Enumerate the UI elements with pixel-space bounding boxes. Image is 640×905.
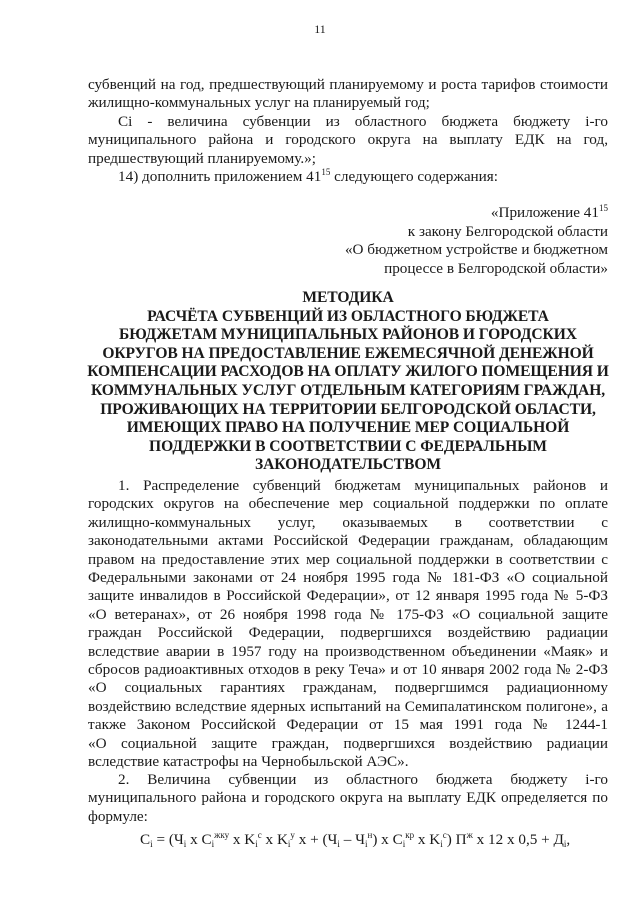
paragraph-1-line: 1. Распределение субвенций бюджетам муниципальных районов и xyxy=(118,477,608,494)
formula-sup: у xyxy=(290,830,295,840)
formula-part: = (Ч xyxy=(152,831,184,848)
formula-part: – Ч xyxy=(339,831,365,848)
formula-sub: i xyxy=(183,839,187,849)
formula-sub: i xyxy=(440,839,443,849)
paragraph-1-line: вследствие катастрофы на Чернобыльской АЭС». xyxy=(88,753,409,770)
title-line: ПОДДЕРЖКИ В СООТВЕТСТВИИ С ФЕДЕРАЛЬНЫМ xyxy=(149,437,547,455)
item-14-tail: следующего содержания: xyxy=(330,168,499,185)
title-line: КОММУНАЛЬНЫХ УСЛУГ ОТДЕЛЬНЫМ КАТЕГОРИЯМ ГРАЖДАН, xyxy=(90,381,606,399)
formula-sup: с xyxy=(442,830,447,840)
title-line: РАСЧЁТА СУБВЕНЦИЙ ИЗ ОБЛАСТНОГО БЮДЖЕТА xyxy=(147,307,549,325)
appendix-line xyxy=(330,204,608,223)
formula-part: , xyxy=(566,831,571,848)
title-line: ПРОЖИВАЮЩИХ НА ТЕРРИТОРИИ БЕЛГОРОДСКОЙ ОБЛАСТИ, xyxy=(100,400,596,418)
paragraph-2-line: 2. Величина субвенции из областного бюджета бюджету i-го xyxy=(118,771,608,788)
formula-part: x K xyxy=(261,831,288,848)
item-14-text: 14) дополнить приложением 41 xyxy=(118,168,322,185)
formula-sub: i xyxy=(255,839,258,849)
formula-sub: i xyxy=(364,839,368,849)
paragraph-1-line: воздействию вследствие ядерных испытаний на Семипалатинском полигоне», а xyxy=(88,697,608,715)
edk-formula xyxy=(140,831,580,849)
paragraph-2-line: формуле: xyxy=(88,807,148,825)
title-line: БЮДЖЕТАМ МУНИЦИПАЛЬНЫХ РАЙОНОВ И ГОРОДСКИХ xyxy=(119,326,577,344)
title-line: ЗАКОНОДАТЕЛЬСТВОМ xyxy=(255,456,441,474)
formula-part: x K xyxy=(229,831,256,848)
intro-line: жилищно-коммунальных услуг на планируемый год; xyxy=(88,94,430,111)
title-line: КОМПЕНСАЦИИ РАСХОДОВ НА ОПЛАТУ ЖИЛОГО ПОМЕЩЕНИЯ И xyxy=(87,363,609,381)
formula-part: x + (Ч xyxy=(294,831,338,848)
item-14-sup: 15 xyxy=(321,167,331,177)
formula-sub: i xyxy=(337,839,340,849)
appendix-line: «О бюджетном устройстве и бюджетном xyxy=(344,241,608,259)
paragraph-1-line: вследствие аварии в 1957 году на производственном объединении «Маяк» и xyxy=(88,642,608,660)
paragraph-1-line: граждан Российской Федерации, подвергшихся воздействию радиации xyxy=(88,624,608,642)
formula-part: ) x C xyxy=(372,831,403,848)
appendix-line: к закону Белгородской области xyxy=(407,222,608,240)
paragraph-1-line: жилищно-коммунальных услуг, оказываемых в соответствии с xyxy=(88,513,608,531)
ci-definition-line: предшествующий планируемому.»; xyxy=(88,150,316,167)
title-line: ОКРУГОВ НА ПРЕДОСТАВЛЕНИЕ ЕЖЕМЕСЯЧНОЙ ДЕНЕЖНОЙ xyxy=(102,344,594,362)
ci-definition-line: Сi - величина субвенции из областного бюджета бюджету i-го xyxy=(118,113,608,130)
paragraph-2-line: муниципального района и городского округа на выплату ЕДК определяется по xyxy=(88,789,608,807)
formula-sub: i xyxy=(150,839,153,849)
page-number: 11 xyxy=(314,22,326,36)
title-line: ИМЕЮЩИХ ПРАВО НА ПОЛУЧЕНИЕ МЕР СОЦИАЛЬНОЙ xyxy=(126,419,570,437)
formula-sub: i xyxy=(563,839,567,849)
appendix-reference xyxy=(330,204,608,278)
formula-part: x K xyxy=(414,831,441,848)
ci-definition-line: муниципального района и городского округа на выплату ЕДК на год, xyxy=(88,131,608,148)
appendix-sup: 15 xyxy=(599,203,608,213)
appendix-line: процессе в Белгородской области» xyxy=(384,259,608,277)
methodology-title xyxy=(84,289,612,475)
formula-part: x C xyxy=(186,831,212,848)
paragraph-1-line: «О ветеранах», от 26 ноября 1998 года № 175-ФЗ «О социальной защите xyxy=(88,605,608,623)
formula-sub: i xyxy=(402,839,406,849)
formula-sup: ж xyxy=(466,830,473,840)
paragraph-1-line: сбросов радиоактивных отходов в реку Теча» и от 10 января 2002 года № 2-ФЗ xyxy=(88,661,608,678)
paragraph-1-line: городских округов на обеспечение мер социальной поддержки по оплате xyxy=(88,495,608,513)
formula-sup: кр xyxy=(405,830,415,840)
formula-sub: i xyxy=(211,839,215,849)
title-line: МЕТОДИКА xyxy=(302,289,394,306)
formula-sup: с xyxy=(257,830,262,840)
formula-sup: жку xyxy=(214,830,230,840)
formula-part: x 12 x 0,5 + Д xyxy=(472,831,564,848)
paragraph-1-line: Федеральными законами от 24 ноября 1995 года № 181-ФЗ «О социальной xyxy=(88,569,608,586)
paragraph-1-line: законодательными актами Российской Федерации гражданам, обладающим xyxy=(88,532,608,550)
paragraph-1-line: правом на предоставление этих мер социальной поддержки в соответствии с xyxy=(88,550,608,568)
formula-part: С xyxy=(140,831,151,848)
intro-line: субвенций на год, предшествующий планируемому и роста тарифов стоимости xyxy=(88,76,608,93)
paragraph-1-line: «О социальных гарантиях гражданам, подвергшимся радиационному xyxy=(88,679,608,697)
appendix-title: «Приложение 41 xyxy=(490,204,599,221)
paragraph-1-line: также Законом Российской Федерации от 15 мая 1991 года № 1244-1 xyxy=(88,716,608,734)
formula-part: ) П xyxy=(446,831,467,848)
item-14 xyxy=(88,168,608,186)
formula-sub: i xyxy=(287,839,291,849)
paragraph-1-line: защите инвалидов в Российской Федерации», от 12 января 1995 года № 5-ФЗ xyxy=(88,587,608,605)
paragraph-1-line: «О социальной защите граждан, подвергшихся воздействию радиации xyxy=(88,734,608,752)
formula-sup: н xyxy=(367,830,373,840)
